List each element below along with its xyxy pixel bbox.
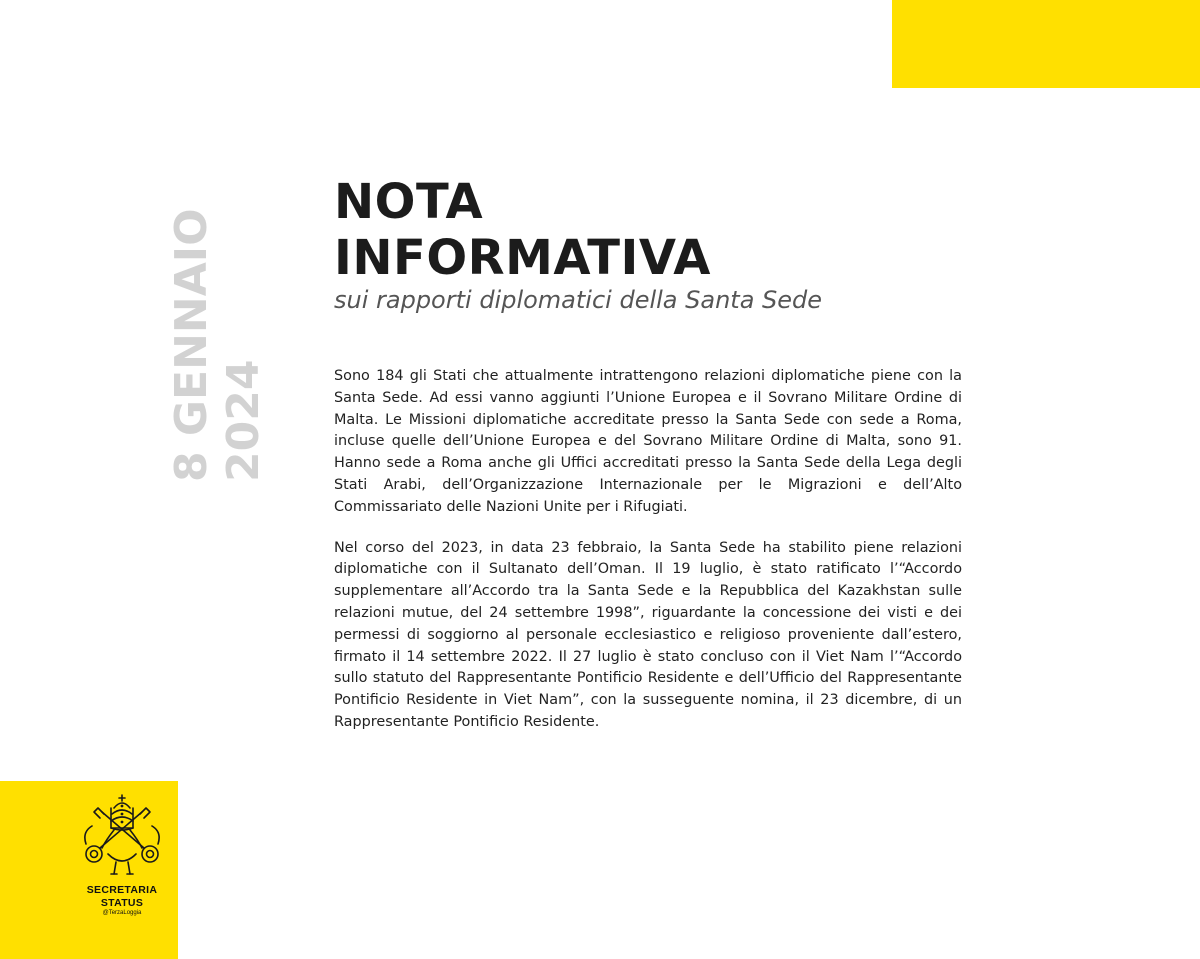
logo-text-secretaria: SECRETARIA <box>86 884 158 896</box>
date-vertical <box>166 176 274 482</box>
date-year: 2024 <box>218 359 269 482</box>
body-text <box>334 366 962 753</box>
top-accent-band <box>892 0 1200 88</box>
title-line-1: NOTA <box>334 174 484 230</box>
papal-keys-tiara-icon <box>82 792 162 878</box>
date-day-month: 8 GENNAIO <box>166 208 217 482</box>
page-subtitle: sui rapporti diplomatici della Santa Sede <box>334 286 823 314</box>
paragraph-1: Sono 184 gli Stati che attualmente intrattengono relazioni diplomatiche piene con la Santa Sede. Ad essi vanno aggiunti l’Unione Europea e il Sovrano Militare Ordine di Malta. Le Missioni diplomatiche accreditate presso la Santa Sede con sede a Roma, incluse quelle dell’Unione Europea e del Sovrano Militare Ordine di Malta, sono 91. Hanno sede a Roma anche gli Uffici accreditati presso la Santa Sede della Lega degli Stati Arabi, dell’Organizzazione Internazionale per le Migrazioni e dell’Alto Commissariato delle Nazioni Unite per i Rifugiati. <box>334 368 962 515</box>
logo-text-status: STATUS <box>100 897 144 909</box>
page-title <box>334 174 711 286</box>
paragraph-2: Nel corso del 2023, in data 23 febbraio, la Santa Sede ha stabilito piene relazioni diplomatiche con il Sultanato dell’Oman. Il 19 luglio, è stato ratificato l’“Accordo supplementare all’Accordo tra la Santa Sede e la Repubblica del Kazakhstan sulle relazioni mutue, del 24 settembre 1998”, riguardante la concessione dei visti e dei permessi di soggiorno al personale ecclesiastico e religioso proveniente dall’estero, firmato il 14 settembre 2022. Il 27 luglio è stato concluso con il Viet Nam l’“Accordo sullo statuto del Rappresentante Pontificio Residente e dell’Ufficio del Rappresentante Pontificio Residente in Viet Nam”, con la susseguente nomina, il 23 dicembre, di un Rappresentante Pontificio Residente. <box>334 539 962 730</box>
title-line-2: INFORMATIVA <box>334 230 711 286</box>
logo-handle[interactable]: @TerzaLoggia <box>102 910 142 916</box>
